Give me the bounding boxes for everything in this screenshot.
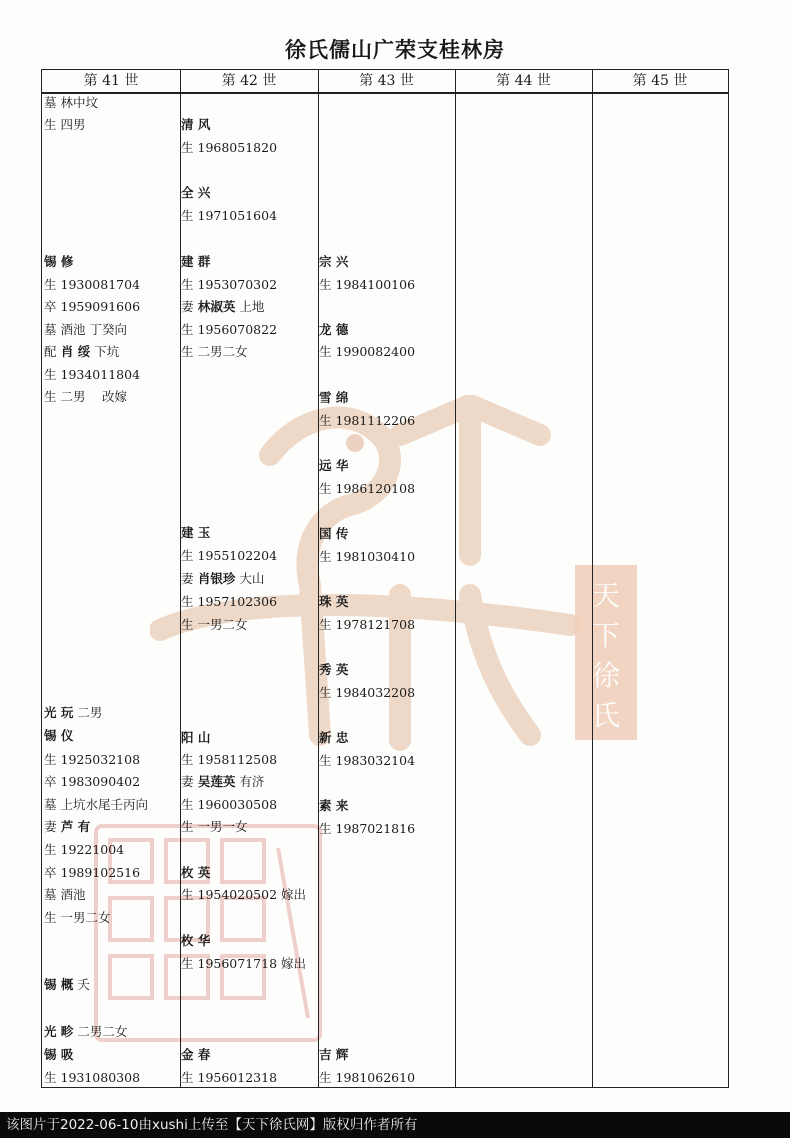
record-label: 生 (319, 1070, 332, 1085)
record-value: 一男二女 (193, 617, 248, 632)
record-value: 芦 有 (56, 819, 91, 834)
record-entry (181, 797, 277, 812)
person-name-entry (319, 594, 348, 609)
person-name: 清 风 (181, 117, 211, 132)
record-entry (181, 956, 306, 971)
record-entry (181, 571, 264, 586)
record-value: 1959091606 (56, 299, 141, 314)
record-value: 夭 (73, 977, 90, 992)
record-label: 卒 (44, 299, 57, 314)
person-name-entry (181, 730, 210, 745)
record-entry (181, 594, 277, 609)
column-divider (318, 70, 319, 1087)
person-name: 建 玉 (181, 525, 211, 540)
person-name: 阳 山 (181, 730, 211, 745)
person-name: 光 畛 (44, 1024, 74, 1039)
record-entry (319, 1070, 415, 1085)
record-value: 一男一女 (193, 819, 248, 834)
person-name-entry (319, 798, 348, 813)
record-label: 生 (181, 1070, 194, 1085)
record-value: 1983090402 (56, 774, 141, 789)
person-name-entry (44, 254, 73, 269)
header-gen-43: 第 43 世 (318, 70, 455, 93)
record-entry (44, 774, 140, 789)
record-value: 二男 (73, 705, 103, 720)
record-value: 1956070822 (193, 322, 278, 337)
record-label: 墓 (44, 887, 57, 902)
record-value: 林中坟 (56, 95, 98, 110)
person-name: 素 来 (319, 798, 349, 813)
record-value: 1989102516 (56, 865, 141, 880)
record-entry (319, 753, 415, 768)
record-label: 生 (319, 617, 332, 632)
record-label: 生 (319, 344, 332, 359)
record-value: 1987021816 (331, 821, 416, 836)
record-label: 生 (319, 549, 332, 564)
record-value: 二男二女 (73, 1024, 128, 1039)
person-name: 锡 吸 (44, 1047, 74, 1062)
person-name-entry (44, 1024, 127, 1039)
person-name-entry (319, 730, 348, 745)
record-label: 生 (181, 887, 194, 902)
header-divider (42, 93, 728, 94)
svg-text:下: 下 (591, 619, 621, 652)
record-value: 酒池 丁癸向 (56, 322, 127, 337)
record-label: 生 (44, 367, 57, 382)
record-label: 生 (181, 617, 194, 632)
person-name: 宗 兴 (319, 254, 349, 269)
record-label: 墓 (44, 797, 57, 812)
person-name: 龙 德 (319, 322, 349, 337)
person-name-entry (44, 977, 90, 992)
person-name-entry (44, 705, 102, 720)
record-entry (181, 344, 248, 359)
record-label: 生 (181, 277, 194, 292)
record-label: 生 (181, 956, 194, 971)
person-name: 金 春 (181, 1047, 211, 1062)
person-name-entry (181, 1047, 210, 1062)
record-value: 1971051604 (193, 208, 278, 223)
person-name-entry (181, 117, 210, 132)
person-name: 全 兴 (181, 185, 211, 200)
person-name: 光 玩 (44, 705, 74, 720)
record-label: 生 (181, 208, 194, 223)
record-label: 配 (44, 344, 57, 359)
record-label: 生 (44, 117, 57, 132)
person-name-entry (319, 390, 348, 405)
record-entry (181, 887, 306, 902)
record-entry (44, 865, 140, 880)
record-value: 上坑水尾壬丙向 (56, 797, 148, 812)
record-entry (44, 389, 127, 404)
record-value: 1958112508 (193, 752, 278, 767)
record-value: 1983032104 (331, 753, 416, 768)
person-name: 雪 绵 (319, 390, 349, 405)
record-entry (44, 797, 148, 812)
person-name-entry (319, 662, 348, 677)
record-label: 生 (319, 685, 332, 700)
person-name-entry (181, 933, 210, 948)
person-name-entry (319, 254, 348, 269)
person-name-entry (319, 526, 348, 541)
record-label: 生 (319, 413, 332, 428)
watermark-text: 天 (591, 579, 621, 612)
record-entry (44, 367, 140, 382)
record-label: 生 (181, 140, 194, 155)
record-label: 墓 (44, 322, 57, 337)
record-value: 1981062610 (331, 1070, 416, 1085)
record-value: 林淑英 (193, 299, 236, 314)
record-label: 生 (181, 797, 194, 812)
record-entry (44, 887, 86, 902)
record-origin: 上地 (235, 299, 265, 314)
record-entry (319, 481, 415, 496)
record-entry (44, 322, 127, 337)
person-name-entry (319, 458, 348, 473)
record-label: 生 (319, 481, 332, 496)
person-name: 新 忠 (319, 730, 349, 745)
record-value: 1984100106 (331, 277, 416, 292)
record-value: 1931080308 (56, 1070, 141, 1085)
record-value: 吴莲英 (193, 774, 236, 789)
record-entry (181, 140, 277, 155)
record-entry (44, 299, 140, 314)
person-name-entry (44, 1047, 73, 1062)
record-value: 1968051820 (193, 140, 278, 155)
record-entry (319, 685, 415, 700)
person-name-entry (181, 865, 210, 880)
record-entry (181, 819, 248, 834)
record-value: 1986120108 (331, 481, 416, 496)
record-label: 生 (44, 752, 57, 767)
person-name-entry (181, 254, 210, 269)
record-entry (44, 95, 98, 110)
record-value: 19221004 (56, 842, 125, 857)
record-label: 卒 (44, 865, 57, 880)
record-value: 一男二女 (56, 910, 111, 925)
person-name: 秀 英 (319, 662, 349, 677)
record-entry (319, 549, 415, 564)
record-label: 生 (44, 842, 57, 857)
record-label: 墓 (44, 95, 57, 110)
record-label: 妻 (181, 299, 194, 314)
record-label: 卒 (44, 774, 57, 789)
upload-footer-banner: 该图片于2022-06-10由xushi上传至【天下徐氏网】版权归作者所有 (0, 1112, 790, 1138)
person-name: 锡 修 (44, 254, 74, 269)
record-value: 1934011804 (56, 367, 141, 382)
record-entry (319, 821, 415, 836)
record-value: 1954020502 嫁出 (193, 887, 306, 902)
record-value: 1930081704 (56, 277, 141, 292)
record-value: 肖银珍 (193, 571, 236, 586)
record-entry (181, 617, 248, 632)
record-entry (319, 617, 415, 632)
record-value: 1960030508 (193, 797, 278, 812)
svg-text:氏: 氏 (591, 699, 621, 732)
person-name: 枚 华 (181, 933, 211, 948)
record-label: 生 (181, 752, 194, 767)
record-value: 肖 绥 (56, 344, 91, 359)
record-value: 四男 (56, 117, 86, 132)
person-name-entry (44, 728, 73, 743)
record-label: 生 (181, 344, 194, 359)
record-entry (181, 548, 277, 563)
record-entry (319, 277, 415, 292)
record-value: 二男二女 (193, 344, 248, 359)
record-label: 生 (319, 753, 332, 768)
record-entry (44, 819, 90, 834)
record-entry (181, 774, 264, 789)
person-name: 锡 概 (44, 977, 74, 992)
record-entry (44, 1070, 140, 1085)
record-label: 妻 (181, 774, 194, 789)
person-name: 锡 仪 (44, 728, 74, 743)
record-entry (44, 344, 119, 359)
record-entry (181, 277, 277, 292)
header-gen-42: 第 42 世 (180, 70, 318, 93)
record-label: 生 (44, 1070, 57, 1085)
person-name-entry (319, 322, 348, 337)
page-title: 徐氏儒山广荣支桂林房 (285, 37, 505, 62)
record-entry (44, 117, 86, 132)
record-label: 生 (319, 277, 332, 292)
svg-text:徐: 徐 (591, 659, 621, 692)
record-entry (181, 299, 264, 314)
person-name: 远 华 (319, 458, 349, 473)
record-origin: 有济 (235, 774, 265, 789)
record-value: 1956012318 (193, 1070, 278, 1085)
record-value: 1925032108 (56, 752, 141, 767)
record-value: 二男 改嫁 (56, 389, 127, 404)
record-value: 1978121708 (331, 617, 416, 632)
record-value: 酒池 (56, 887, 86, 902)
genealogy-table (41, 69, 729, 1088)
person-name: 珠 英 (319, 594, 349, 609)
record-label: 生 (319, 821, 332, 836)
record-value: 1957102306 (193, 594, 278, 609)
record-entry (44, 842, 124, 857)
record-label: 妻 (181, 571, 194, 586)
record-entry (319, 344, 415, 359)
record-entry (181, 1070, 277, 1085)
person-name-entry (181, 185, 210, 200)
header-gen-41: 第 41 世 (42, 70, 180, 93)
record-value: 1990082400 (331, 344, 416, 359)
record-entry (44, 277, 140, 292)
record-origin: 下坑 (90, 344, 120, 359)
person-name: 国 传 (319, 526, 349, 541)
record-value: 1953070302 (193, 277, 278, 292)
record-label: 生 (181, 594, 194, 609)
record-value: 1981112206 (331, 413, 416, 428)
record-label: 生 (181, 548, 194, 563)
record-entry (181, 322, 277, 337)
record-origin: 大山 (235, 571, 265, 586)
record-label: 生 (44, 910, 57, 925)
person-name-entry (319, 1047, 348, 1062)
person-name-entry (181, 525, 210, 540)
header-gen-45: 第 45 世 (592, 70, 728, 93)
person-name: 吉 辉 (319, 1047, 349, 1062)
record-value: 1955102204 (193, 548, 278, 563)
record-entry (44, 752, 140, 767)
person-name: 建 群 (181, 254, 211, 269)
record-label: 生 (44, 389, 57, 404)
record-entry (44, 910, 111, 925)
record-entry (319, 413, 415, 428)
record-label: 生 (44, 277, 57, 292)
column-divider (455, 70, 456, 1087)
record-entry (181, 208, 277, 223)
column-divider (592, 70, 593, 1087)
header-gen-44: 第 44 世 (455, 70, 592, 93)
record-label: 生 (181, 322, 194, 337)
record-label: 妻 (44, 819, 57, 834)
record-value: 1981030410 (331, 549, 416, 564)
record-value: 1956071718 嫁出 (193, 956, 306, 971)
record-entry (181, 752, 277, 767)
record-label: 生 (181, 819, 194, 834)
person-name: 枚 英 (181, 865, 211, 880)
record-value: 1984032208 (331, 685, 416, 700)
